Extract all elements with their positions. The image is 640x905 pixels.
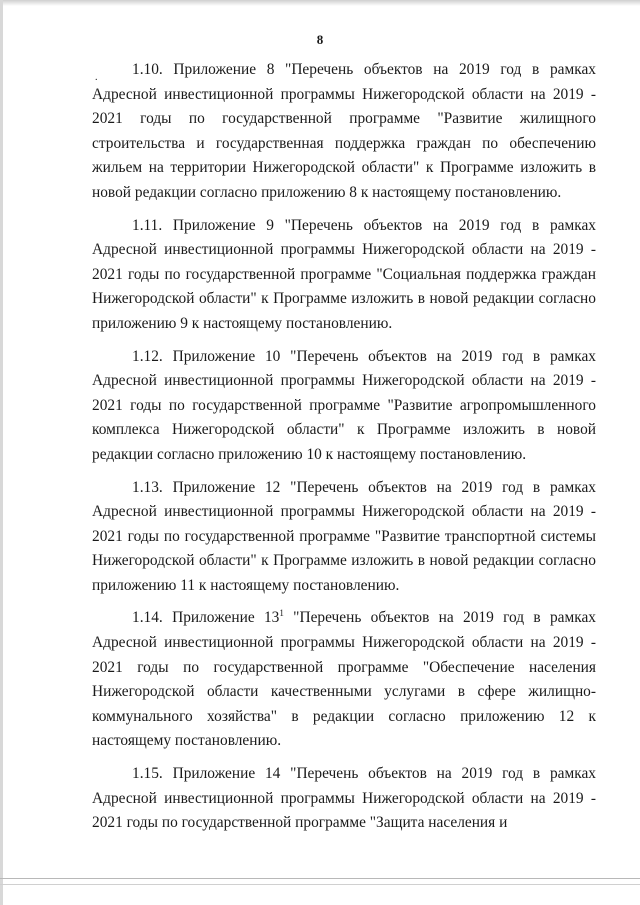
scan-top-edge <box>0 0 640 6</box>
footer-line <box>0 878 640 879</box>
scan-speck: . <box>95 72 98 83</box>
paragraph-1-14 <box>92 606 596 754</box>
paragraph-1-15: 1.15. Приложение 14 "Перечень объектов на 2019 год в рамках Адресной инвестиционной программы Нижегородской области на 2019 - 2021 годы по государственной программе "Защита населения и <box>92 765 596 832</box>
paragraph-1-14-lead: 1.14. Приложение 13 <box>132 609 280 627</box>
document-body <box>92 58 596 844</box>
footer-line-secondary <box>0 884 640 885</box>
page-number: 8 <box>316 32 324 47</box>
superscript-index: 1 <box>279 608 284 619</box>
paragraph-1-13: 1.13. Приложение 12 "Перечень объектов на 2019 год в рамках Адресной инвестиционной программы Нижегородской области на 2019 - 2021 годы по государственной программе "Развитие транспортной системы Нижегородской области" к Программе изложить в новой редакции согласно приложению 11 к настоящему постановлению. <box>92 478 596 594</box>
paragraph-1-11: 1.11. Приложение 9 "Перечень объектов на 2019 год в рамках Адресной инвестиционной программы Нижегородской области на 2019 - 2021 годы по государственной программе "Социальная поддержка граждан Нижегородской области" к Программе изложить в новой редакции согласно приложению 9 к настоящему постановлению. <box>92 216 596 332</box>
paragraph-1-14-rest: "Перечень объектов на 2019 год в рамках Адресной инвестиционной программы Нижегородской области на 2019 - 2021 годы по государственной программе "Обеспечение населения Нижегородской области качественными услугами в сфере жилищно-коммунального хозяйства" в редакции согласно приложению 12 к настоящему постановлению. <box>92 609 596 750</box>
paragraph-1-12: 1.12. Приложение 10 "Перечень объектов на 2019 год в рамках Адресной инвестиционной программы Нижегородской области на 2019 - 2021 годы по государственной программе "Развитие агропромышленного комплекса Нижегородской области" к Программе изложить в новой редакции согласно приложению 10 к настоящему постановлению. <box>92 347 596 463</box>
scan-left-edge <box>0 0 3 905</box>
paragraph-1-10: 1.10. Приложение 8 "Перечень объектов на 2019 год в рамках Адресной инвестиционной программы Нижегородской области на 2019 - 2021 годы по государственной программе "Развитие жилищного строительства и государственная поддержка граждан по обеспечению жильем на территории Нижегородской области" к Программе изложить в новой редакции согласно приложению 8 к настоящему постановлению. <box>92 61 596 201</box>
